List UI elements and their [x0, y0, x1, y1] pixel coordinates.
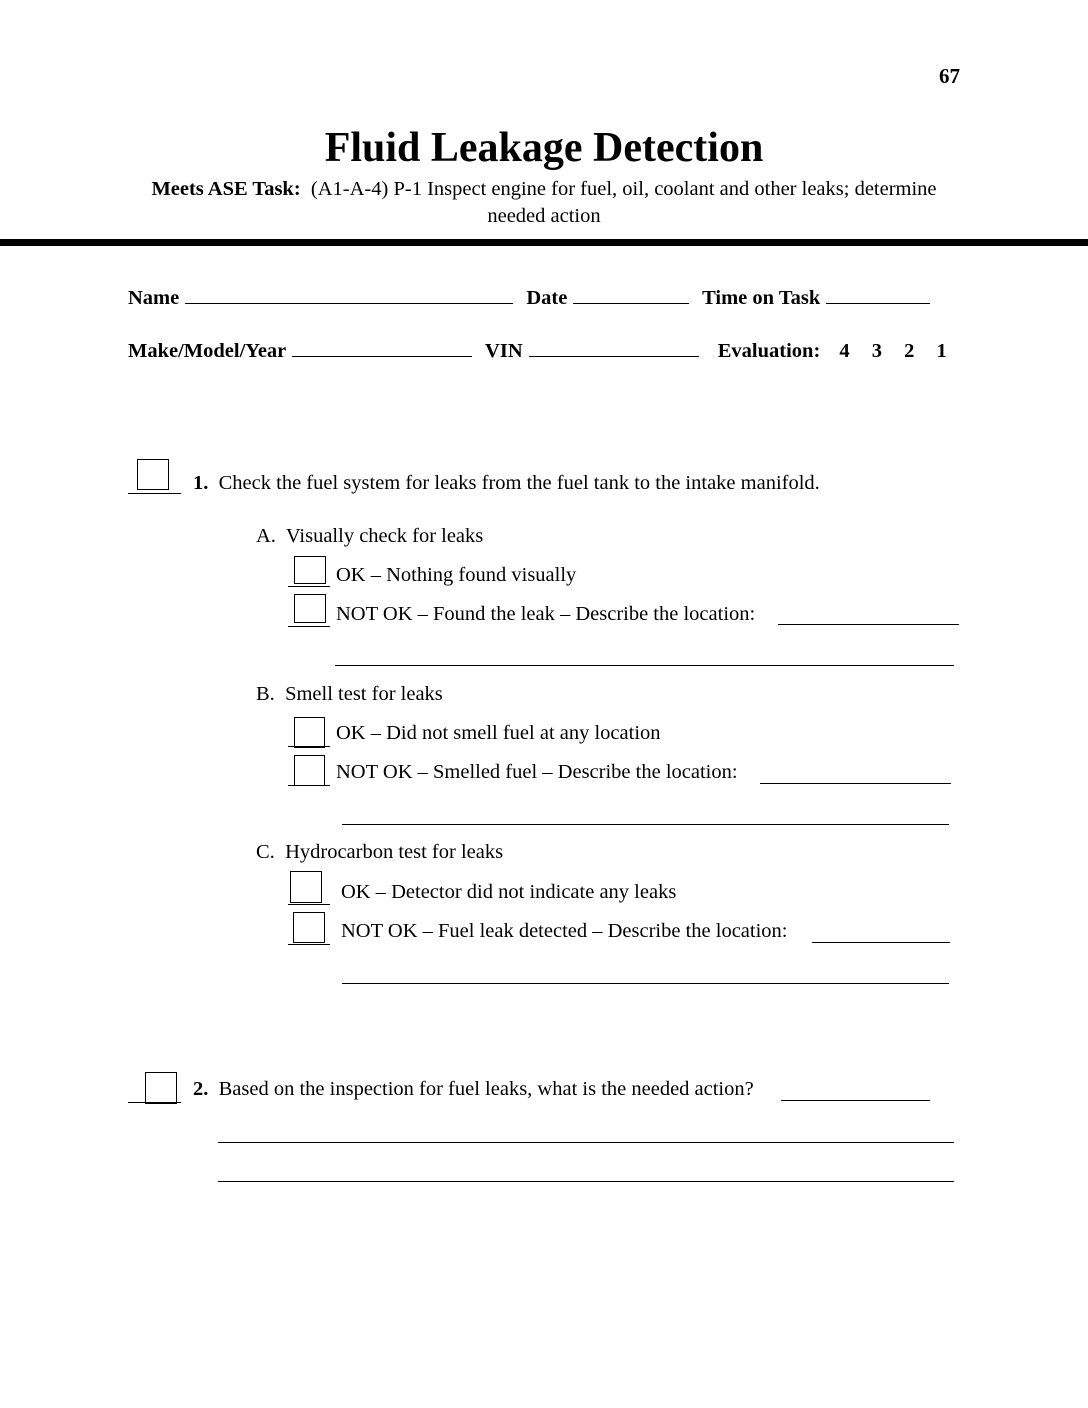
make-model-year-label: Make/Model/Year — [128, 340, 287, 362]
page-number: 67 — [939, 64, 960, 88]
ase-task-description — [120, 176, 968, 230]
section-a-notok-label: NOT OK – Found the leak – Describe the location: — [336, 603, 756, 625]
task-2-action-field-line-3[interactable] — [218, 1181, 954, 1182]
section-c-title: Hydrocarbon test for leaks — [285, 841, 504, 863]
section-c-letter: C. — [256, 841, 275, 863]
task-2-checkbox[interactable] — [145, 1072, 177, 1104]
time-on-task-label: Time on Task — [702, 287, 821, 309]
section-c-location-field[interactable] — [812, 942, 950, 943]
section-b-notok-checkbox[interactable] — [294, 755, 325, 786]
task-2-check-underline — [128, 1102, 181, 1103]
section-c-heading — [256, 841, 503, 864]
time-on-task-field[interactable] — [826, 285, 930, 304]
section-a-location-field[interactable] — [778, 624, 959, 625]
task-1-checkbox[interactable] — [137, 459, 169, 490]
info-row-1 — [128, 285, 938, 310]
ase-task-text: (A1-A-4) P-1 Inspect engine for fuel, oil, coolant and other leaks; determine needed action — [310, 178, 937, 227]
task-2-action-field[interactable] — [781, 1100, 930, 1101]
section-b-letter: B. — [256, 683, 275, 705]
section-a-ok-label: OK – Nothing found visually — [336, 564, 577, 586]
section-a-ok-checkbox[interactable] — [294, 556, 326, 584]
section-a-heading — [256, 525, 483, 548]
section-c-ok-label: OK – Detector did not indicate any leaks — [341, 881, 677, 903]
evaluation-option-3[interactable]: 3 — [871, 340, 883, 362]
section-a-ok-underline — [288, 586, 330, 587]
section-c-ok-checkbox[interactable] — [290, 871, 322, 903]
name-field[interactable] — [185, 285, 513, 304]
page-title: Fluid Leakage Detection — [324, 125, 764, 171]
evaluation-option-1[interactable]: 1 — [936, 340, 947, 362]
section-b-location-field[interactable] — [760, 783, 951, 784]
info-row-2 — [128, 338, 947, 363]
section-a-notok-underline — [288, 626, 330, 627]
date-field[interactable] — [573, 285, 689, 304]
task-2-number: 2. — [193, 1078, 209, 1100]
task-2-action-field-line-2[interactable] — [218, 1142, 954, 1143]
task-2-text — [193, 1078, 754, 1101]
ase-task-label: Meets ASE Task: — [151, 178, 301, 200]
section-c-notok-checkbox[interactable] — [293, 912, 325, 943]
date-label: Date — [526, 287, 568, 309]
section-b-notok-label: NOT OK – Smelled fuel – Describe the location: — [336, 761, 738, 783]
section-b-ok-label: OK – Did not smell fuel at any location — [336, 722, 661, 744]
name-label: Name — [128, 287, 180, 309]
section-b-location-field-line-2[interactable] — [342, 824, 949, 825]
section-c-notok-label: NOT OK – Fuel leak detected – Describe the location: — [341, 920, 788, 942]
vin-field[interactable] — [529, 338, 699, 357]
task-1-text — [193, 472, 820, 495]
section-c-location-field-line-2[interactable] — [342, 983, 949, 984]
evaluation-option-4[interactable]: 4 — [839, 340, 850, 362]
section-b-notok-underline — [288, 785, 330, 786]
section-b-ok-underline — [288, 746, 330, 747]
make-model-year-field[interactable] — [292, 338, 472, 357]
task-1-check-underline — [128, 493, 181, 494]
section-b-heading — [256, 683, 443, 706]
header-divider — [0, 239, 1088, 246]
section-a-title: Visually check for leaks — [285, 525, 484, 547]
task-1-description: Check the fuel system for leaks from the fuel tank to the intake manifold. — [218, 472, 820, 494]
section-c-ok-underline — [288, 904, 330, 905]
section-a-notok-checkbox[interactable] — [294, 594, 326, 623]
section-a-location-field-line-2[interactable] — [335, 665, 954, 666]
section-a-letter: A. — [256, 525, 276, 547]
section-c-notok-underline — [288, 944, 330, 945]
evaluation-option-2[interactable]: 2 — [904, 340, 915, 362]
section-b-ok-checkbox[interactable] — [294, 717, 325, 748]
evaluation-label: Evaluation: — [717, 340, 821, 362]
section-b-title: Smell test for leaks — [285, 683, 443, 705]
task-1-number: 1. — [193, 472, 209, 494]
vin-label: VIN — [485, 340, 523, 362]
task-2-description: Based on the inspection for fuel leaks, what is the needed action? — [218, 1078, 754, 1100]
